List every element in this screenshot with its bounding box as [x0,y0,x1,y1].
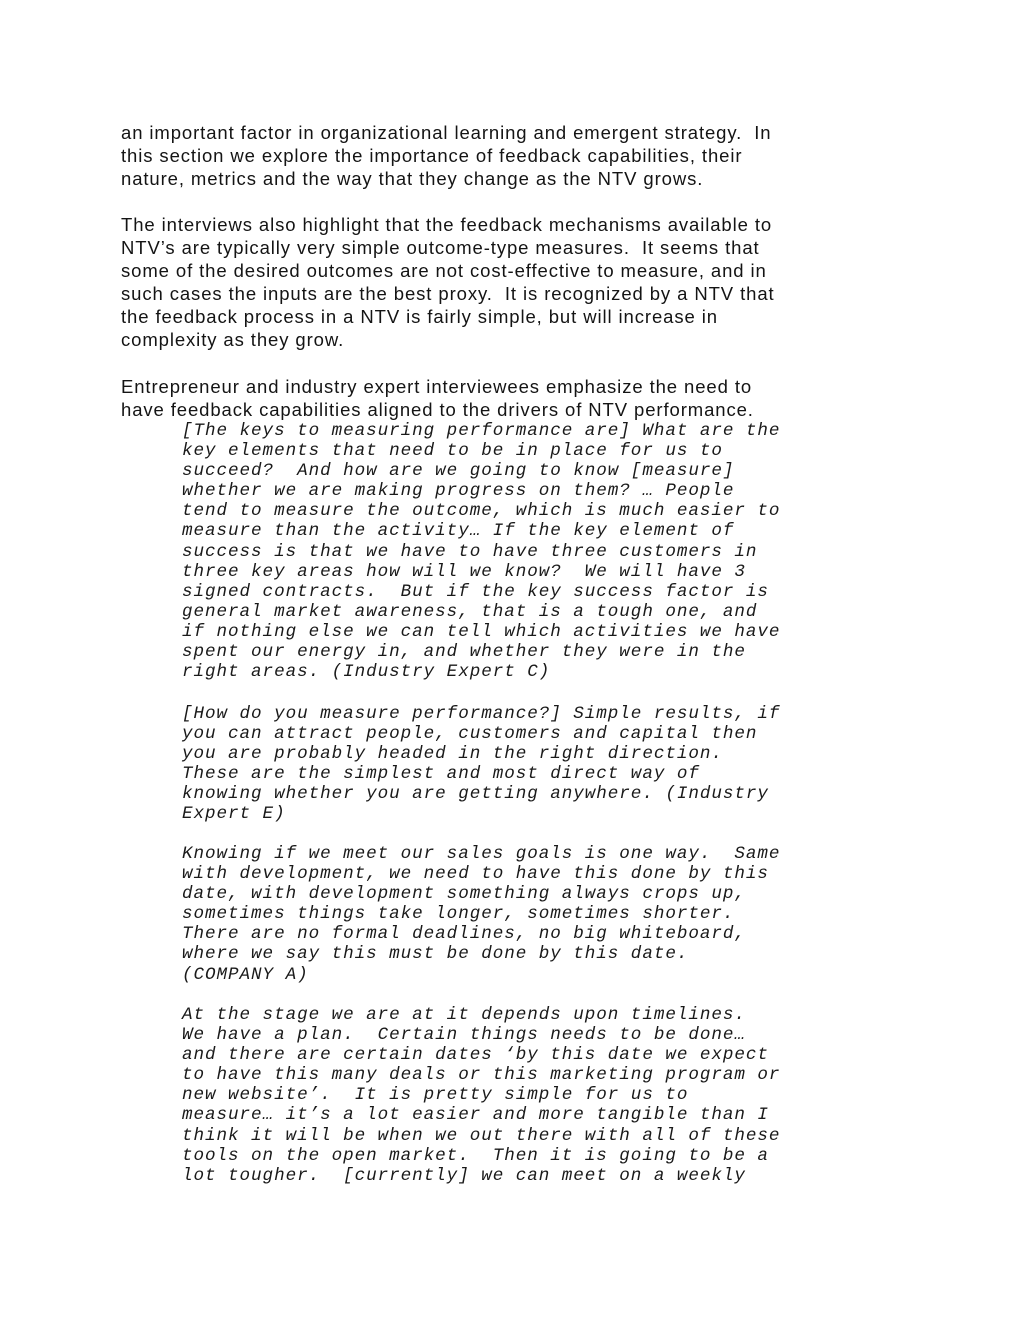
text-line: some of the desired outcomes are not cost-effective to measure, and in [121,260,767,281]
body-paragraph-3 [121,375,921,421]
quote-line: with development, we need to have this done by this [182,864,769,885]
quote-line: date, with development something always crops up, [182,884,746,905]
quote-line: key elements that need to be in place for us to [182,441,723,462]
quote-line: spent our energy in, and whether they were in the [182,642,746,663]
quote-line: three key areas how will we know? We will have 3 [182,561,746,582]
quote-line: [The keys to measuring performance are] What are the [182,421,781,441]
quote-line: We have a plan. Certain things needs to be done… [182,1025,746,1046]
text-line: have feedback capabilities aligned to the drivers of NTV performance. [121,399,754,420]
text-line: complexity as they grow. [121,329,345,350]
quote-line: where we say this must be done by this date. [182,944,689,965]
quote-line: you can attract people, customers and capital then [182,724,758,745]
text-line: The interviews also highlight that the feedback mechanisms available to [121,214,773,235]
quote-line: These are the simplest and most direct way of [182,764,700,785]
text-line: Entrepreneur and industry expert interviewees emphasize the need to [121,376,753,397]
quote-line: signed contracts. But if the key success factor is [182,581,769,602]
quote-line: to have this many deals or this marketing program or [182,1065,781,1086]
quote-line: (COMPANY A) [182,964,309,985]
quote-line: There are no formal deadlines, no big whiteboard, [182,924,746,945]
text-line: the feedback process in a NTV is fairly simple, but will increase in [121,306,718,327]
quote-line: and there are certain dates ‘by this date we expect [182,1045,769,1066]
quote-line: right areas. (Industry Expert C) [182,662,551,683]
quote-line: new website’. It is pretty simple for us to [182,1085,689,1106]
quote-line: think it will be when we out there with all of these [182,1125,781,1146]
quote-line: whether we are making progress on them? … People [182,481,735,502]
quote-line: measure… it’s a lot easier and more tangible than I [182,1105,769,1126]
text-line: nature, metrics and the way that they change as the NTV grows. [121,168,704,189]
quote-line: Knowing if we meet our sales goals is one way. Same [182,844,781,864]
block-quote-company-a [182,844,922,985]
body-paragraph-2 [121,213,921,351]
text-line: such cases the inputs are the best proxy. It is recognized by a NTV that [121,283,775,304]
quote-line: knowing whether you are getting anywhere. (Industry [182,784,769,805]
block-quote-timelines [182,1005,922,1186]
quote-line: Expert E) [182,804,286,825]
quote-line: [How do you measure performance?] Simple results, if [182,704,781,724]
text-line: NTV’s are typically very simple outcome-type measures. It seems that [121,237,760,258]
quote-line: you are probably headed in the right direction. [182,744,723,765]
quote-line: general market awareness, that is a tough one, and [182,601,758,622]
quote-line: At the stage we are at it depends upon timelines. [182,1005,746,1025]
block-quote-industry-expert-e [182,704,922,825]
quote-line: lot tougher. [currently] we can meet on a weekly [182,1165,746,1186]
quote-line: succeed? And how are we going to know [measure] [182,461,735,482]
quote-line: if nothing else we can tell which activities we have [182,621,781,642]
quote-line: measure than the activity… If the key element of [182,521,735,542]
text-line: this section we explore the importance of feedback capabilities, their [121,145,743,166]
quote-line: tend to measure the outcome, which is much easier to [182,501,781,522]
body-paragraph-1 [121,121,921,190]
quote-line: sometimes things take longer, sometimes shorter. [182,904,735,925]
quote-line: tools on the open market. Then it is going to be a [182,1145,769,1166]
quote-line: success is that we have to have three customers in [182,541,758,562]
block-quote-industry-expert-c [182,421,922,682]
text-line: an important factor in organizational learning and emergent strategy. In [121,122,772,143]
